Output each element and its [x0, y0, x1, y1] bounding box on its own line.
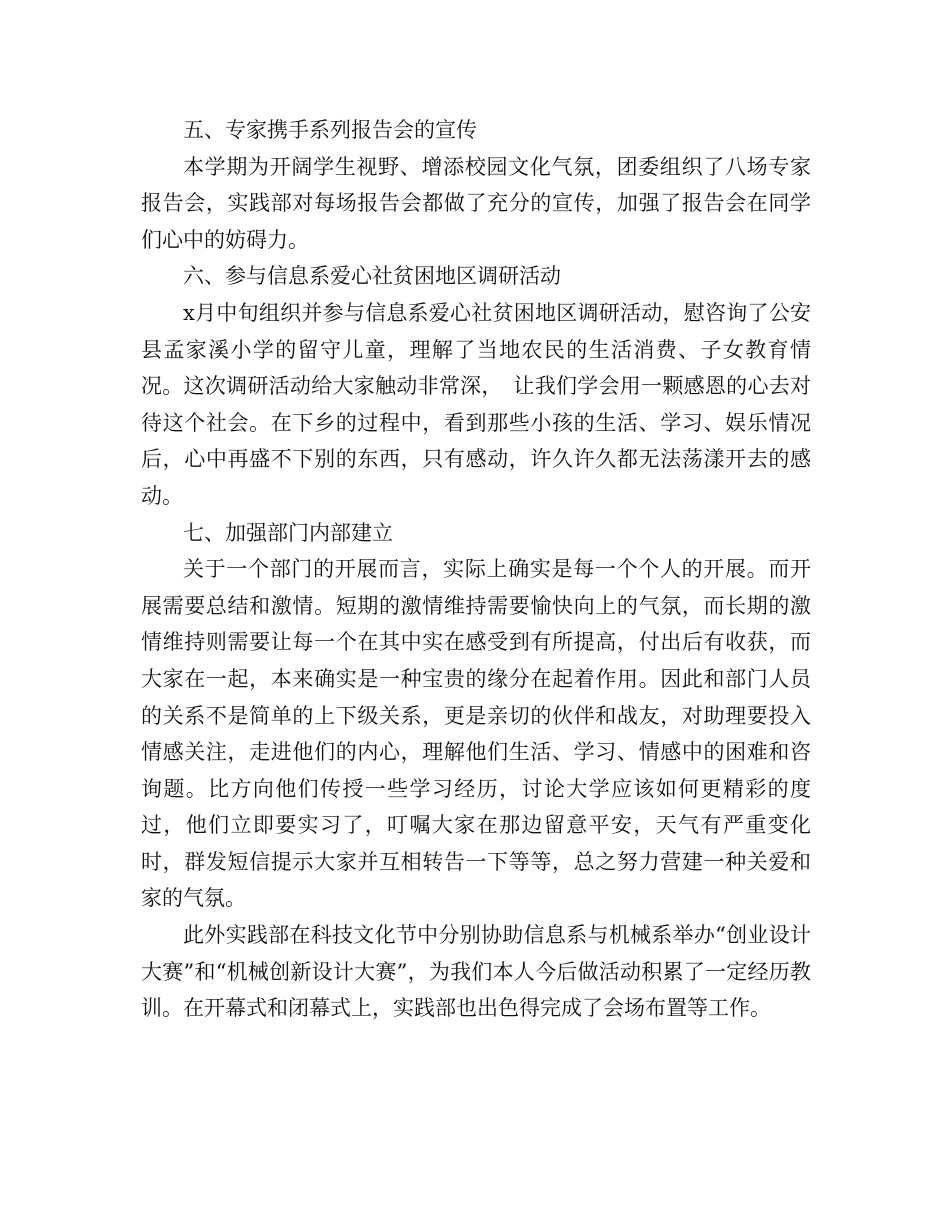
paragraph-tech-festival: 此外实践部在科技文化节中分别协助信息系与机械系举办“创业设计大赛”和“机械创新设计大赛”，为我们本人今后做活动积累了一定经历教训。在开幕式和闭幕式上，实践部也出色得完成了会场布置等工作。 [141, 923, 811, 1021]
section-heading-6: 六、参与信息系爱心社贫困地区调研活动 [183, 264, 561, 289]
document-body [141, 112, 811, 1027]
section-heading-5: 五、专家携手系列报告会的宣传 [183, 118, 477, 142]
paragraph-poverty-survey: x月中旬组织并参与信息系爱心社贫困地区调研活动，慰咨询了公安县孟家溪小学的留守儿童，理解了当地农民的生活消费、子女教育情况。这次调研活动给大家触动非常深， 让我们学会用一颗感恩的心去对待这个社会。在下乡的过程中，看到那些小孩的生活、学习、娱乐情况后，心中再盛不下别的东西，只有感动，许久许久都无法荡漾开去的感动。 [141, 300, 811, 508]
section-heading-7: 七、加强部门内部建立 [183, 520, 393, 545]
paragraph-department-building: 关于一个部门的开展而言，实际上确实是每一个个人的开展。而开展需要总结和激情。短期的激情维持需要愉快向上的气氛，而长期的激情维持则需要让每一个在其中实在感受到有所提高，付出后有收获，而大家在一起，本来确实是一种宝贵的缘分在起着作用。因此和部门人员的关系不是简单的上下级关系，更是亲切的伙伴和战友，对助理要投入情感关注，走进他们的内心，理解他们生活、学习、情感中的困难和咨询题。比方向他们传授一些学习经历，讨论大学应该如何更精彩的度过，他们立即要实习了，叮嘱大家在那边留意平安，天气有严重变化时，群发短信提示大家并互相转告一下等等，总之努力营建一种关爱和家的气氛。 [141, 557, 811, 911]
paragraph-expert-lectures: 本学期为开阔学生视野、增添校园文化气氛，团委组织了八场专家报告会，实践部对每场报告会都做了充分的宣传，加强了报告会在同学们心中的妨碍力。 [141, 154, 811, 252]
